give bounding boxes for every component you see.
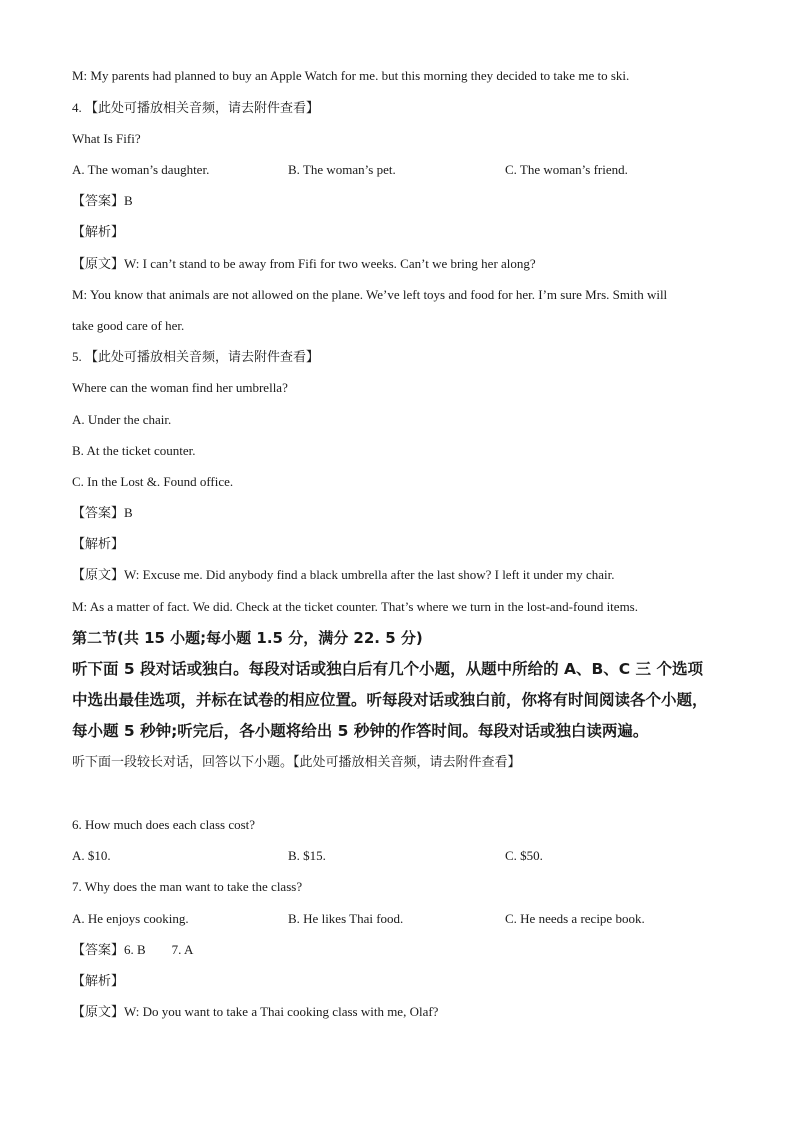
q5-analysis-label: 【解析】 [72, 536, 125, 551]
question-6-text: 6. How much does each class cost? [72, 817, 256, 832]
q6-option-a: A. $10. [72, 848, 111, 863]
q4-option-c: C. The woman’s friend. [505, 162, 628, 177]
q4-answer: 【答案】B [72, 193, 133, 208]
q67-analysis-label: 【解析】 [72, 973, 125, 988]
q7-option-b: B. He likes Thai food. [288, 911, 404, 926]
q6-option-c: C. $50. [505, 848, 543, 863]
q4-transcript: take good care of her. [72, 318, 185, 333]
q67-answer: 【答案】6. B 7. A [72, 942, 194, 957]
q6-option-b: B. $15. [288, 848, 326, 863]
q5-option-b: B. At the ticket counter. [72, 443, 196, 458]
q4-option-a: A. The woman’s daughter. [72, 162, 210, 177]
q5-option-a: A. Under the chair. [72, 412, 172, 427]
q67-transcript: 【原文】W: Do you want to take a Thai cooking class with me, Olaf? [72, 1004, 439, 1019]
q5-transcript: M: As a matter of fact. We did. Check at the ticket counter. That’s where we turn in the lost-and-found items. [72, 599, 638, 614]
dialog-line: M: My parents had planned to buy an Apple Watch for me. but this morning they decided to take me to ski. [72, 68, 630, 83]
question-7-text: 7. Why does the man want to take the class? [72, 879, 303, 894]
q5-option-c: C. In the Lost &. Found office. [72, 474, 234, 489]
section-2-instructions: 听下面 5 段对话或独白。每段对话或独白后有几个小题，从题中所给的 A、B、C 三 个选项 [72, 660, 703, 678]
section-2-instructions: 每小题 5 秒钟;听完后，各小题将给出 5 秒钟的作答时间。每段对话或独白读两遍。 [72, 722, 649, 740]
dialog-intro: 听下面一段较长对话，回答以下小题。【此处可播放相关音频，请去附件查看】 [72, 755, 521, 770]
section-2-title: 第二节(共 15 小题;每小题 1.5 分，满分 22. 5 分) [72, 629, 423, 647]
q7-option-c: C. He needs a recipe book. [505, 911, 645, 926]
q7-option-a: A. He enjoys cooking. [72, 911, 189, 926]
q4-analysis-label: 【解析】 [72, 224, 125, 239]
question-5-heading: 5. 【此处可播放相关音频，请去附件查看】 [72, 349, 320, 364]
section-2-instructions: 中选出最佳选项，并标在试卷的相应位置。听每段对话或独白前，你将有时间阅读各个小题， [72, 691, 708, 709]
q5-transcript: 【原文】W: Excuse me. Did anybody find a black umbrella after the last show? I left it under my chair. [72, 567, 615, 582]
q4-transcript: 【原文】W: I can’t stand to be away from Fifi for two weeks. Can’t we bring her along? [72, 256, 536, 271]
question-4-text: What Is Fifi? [72, 131, 141, 146]
q5-answer: 【答案】B [72, 505, 133, 520]
q4-transcript: M: You know that animals are not allowed on the plane. We’ve left toys and food for her. I’m sure Mrs. Smith will [72, 287, 668, 302]
q4-option-b: B. The woman’s pet. [288, 162, 396, 177]
question-4-heading: 4. 【此处可播放相关音频，请去附件查看】 [72, 100, 320, 115]
question-5-text: Where can the woman find her umbrella? [72, 380, 288, 395]
